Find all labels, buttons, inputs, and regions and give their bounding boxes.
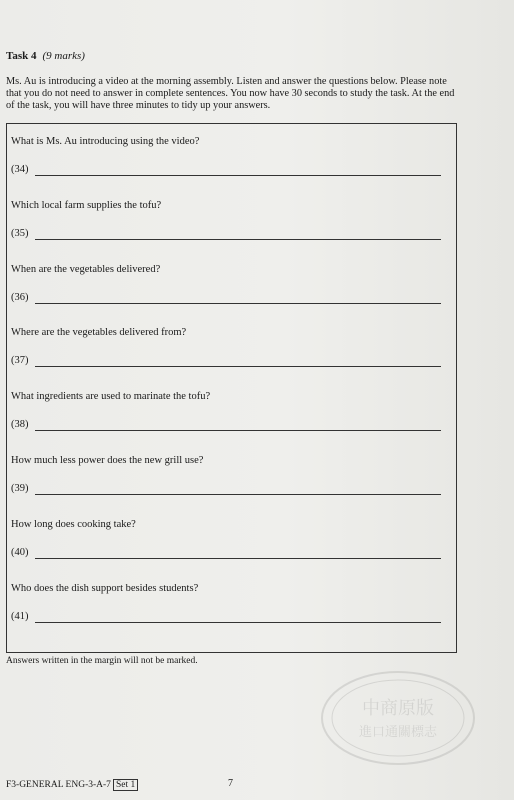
answer-rule — [35, 175, 441, 176]
exam-code-text: F3-GENERAL ENG-3-A-7 — [6, 780, 111, 790]
answer-line-35[interactable] — [11, 228, 441, 242]
question-number: (35) — [11, 228, 29, 239]
answer-line-39[interactable] — [11, 483, 441, 497]
answer-rule — [35, 239, 441, 240]
question-text: How long does cooking take? — [11, 519, 136, 530]
question-text: Which local farm supplies the tofu? — [11, 200, 162, 211]
question-number: (38) — [11, 419, 29, 430]
task-title: Task 4 — [6, 50, 37, 62]
question-text: When are the vegetables delivered? — [11, 264, 161, 275]
question-number: (34) — [11, 164, 29, 175]
margin-note: Answers written in the margin will not be marked. — [6, 656, 198, 666]
answer-line-41[interactable] — [11, 611, 441, 625]
import-seal-watermark — [318, 668, 478, 768]
seal-line-1: 中商原版 — [362, 698, 434, 719]
answer-rule — [35, 430, 441, 431]
answer-rule — [35, 303, 441, 304]
answer-line-40[interactable] — [11, 547, 441, 561]
answer-rule — [35, 366, 441, 367]
answer-line-38[interactable] — [11, 419, 441, 433]
seal-line-2: 進口通關標志 — [358, 725, 438, 740]
question-number: (40) — [11, 547, 29, 558]
answer-rule — [35, 494, 441, 495]
task-instructions: Ms. Au is introducing a video at the morning assembly. Listen and answer the questions below. Please note that you do not need to answer in complete sentences. You now have 30 seconds to study the task. At the end of the task, you will have three minutes to tidy up your answers. — [6, 76, 455, 111]
task-heading — [6, 50, 85, 62]
question-text: What is Ms. Au introducing using the video? — [11, 136, 200, 147]
question-text: What ingredients are used to marinate the tofu? — [11, 391, 211, 402]
question-number: (37) — [11, 355, 29, 366]
answer-rule — [35, 622, 441, 623]
answer-line-36[interactable] — [11, 292, 441, 306]
answer-line-37[interactable] — [11, 355, 441, 369]
question-text: Where are the vegetables delivered from? — [11, 327, 187, 338]
question-text: Who does the dish support besides students? — [11, 583, 199, 594]
question-number: (39) — [11, 483, 29, 494]
question-text: How much less power does the new grill use? — [11, 455, 204, 466]
answer-line-34[interactable] — [11, 164, 441, 178]
set-badge: Set 1 — [113, 779, 138, 791]
question-box — [6, 123, 457, 653]
task-marks: (9 marks) — [42, 50, 85, 62]
answer-rule — [35, 558, 441, 559]
question-number: (41) — [11, 611, 29, 622]
question-number: (36) — [11, 292, 29, 303]
exam-code — [6, 780, 138, 790]
page-number: 7 — [228, 778, 233, 789]
